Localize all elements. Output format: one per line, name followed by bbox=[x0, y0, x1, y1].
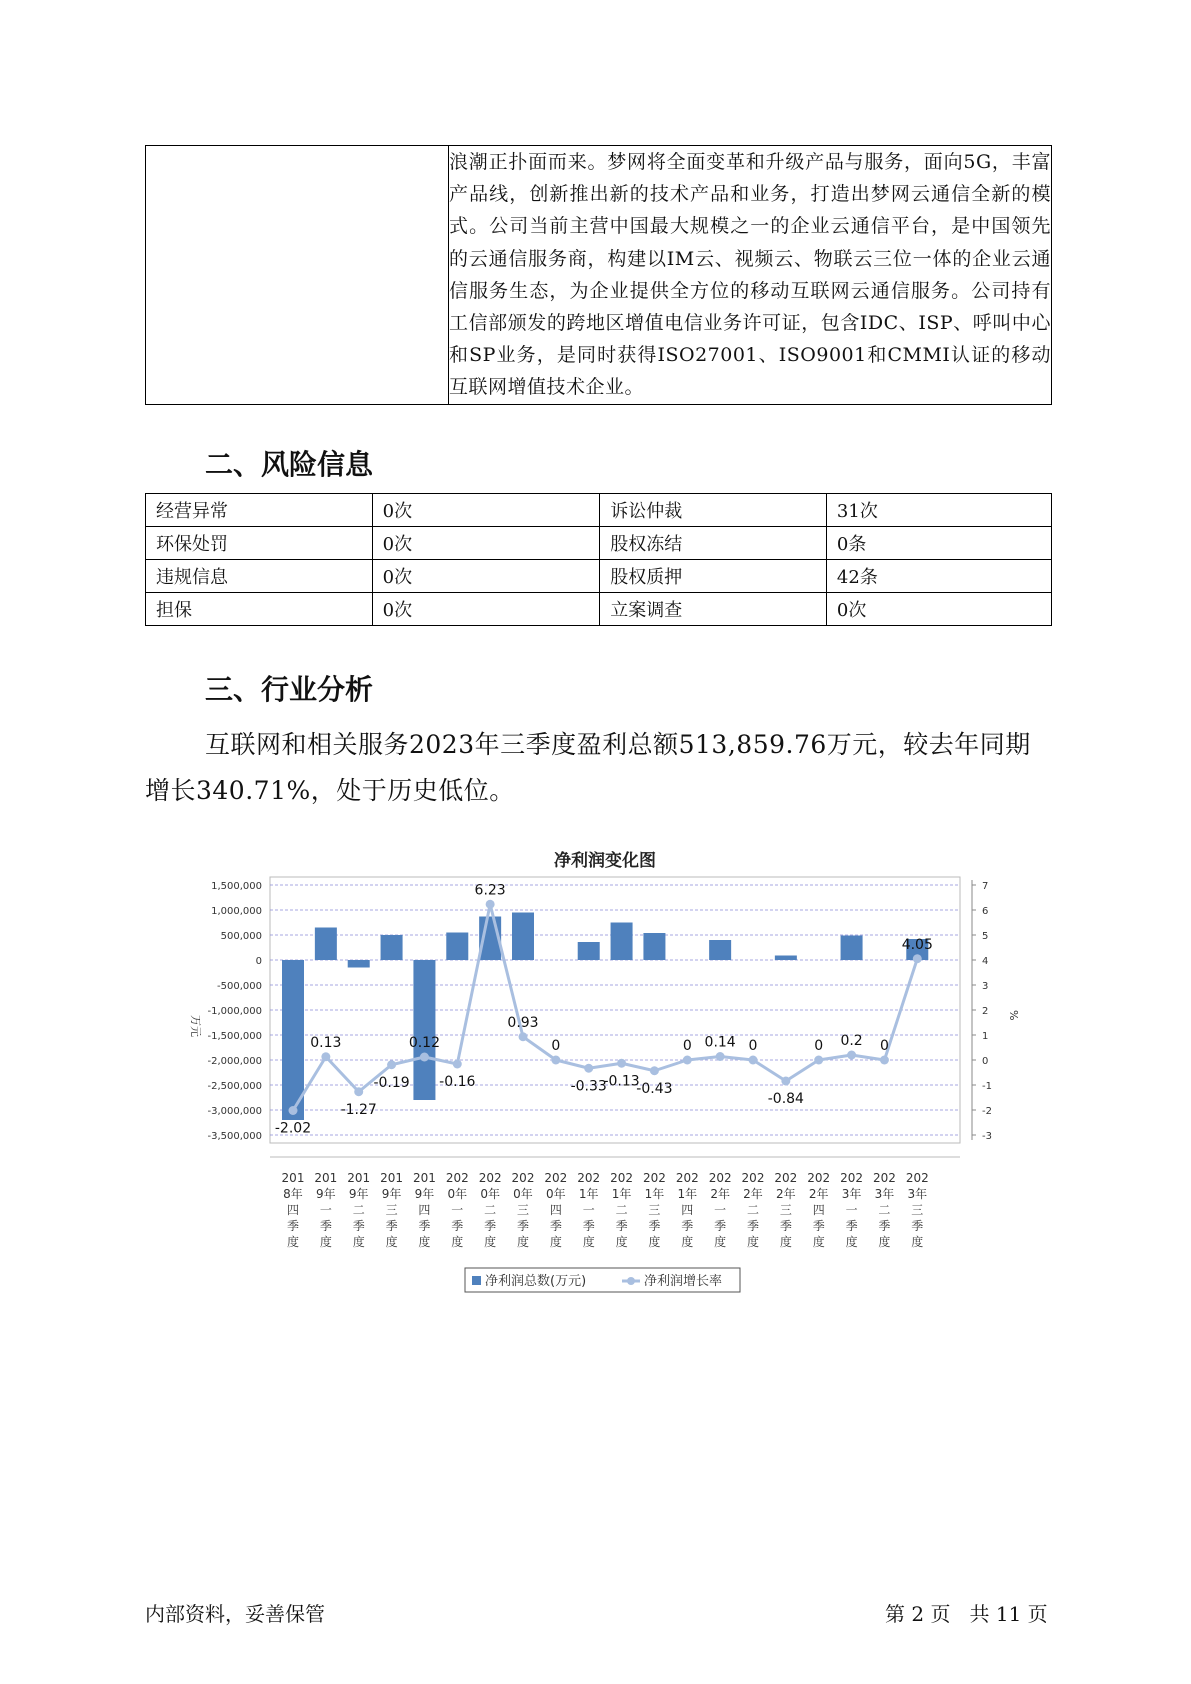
intro-empty-cell bbox=[146, 146, 449, 405]
legend-bar-label: 净利润总数(万元) bbox=[485, 1274, 587, 1289]
growth-point bbox=[913, 954, 922, 963]
y2-axis-label: % bbox=[1007, 1010, 1020, 1021]
growth-data-label: 6.23 bbox=[474, 882, 506, 899]
x-tick-label: 202 0年二季度 bbox=[478, 1171, 502, 1249]
growth-point bbox=[683, 1056, 692, 1065]
footer-page-number: 第 2 页 共 11 页 bbox=[885, 1602, 1048, 1626]
growth-data-label: 0 bbox=[814, 1038, 824, 1054]
risk-heading: 二、风险信息 bbox=[205, 448, 374, 481]
intro-table bbox=[145, 145, 1052, 405]
risk-value: 0次 bbox=[372, 593, 600, 626]
y2-tick-label: -2 bbox=[982, 1106, 992, 1117]
risk-row bbox=[146, 593, 1052, 626]
growth-data-label: -0.84 bbox=[767, 1091, 804, 1107]
growth-point bbox=[716, 1052, 725, 1061]
risk-row bbox=[146, 560, 1052, 593]
risk-value: 42条 bbox=[826, 560, 1051, 593]
legend-line-marker bbox=[627, 1277, 635, 1285]
growth-data-label: 0 bbox=[682, 1038, 692, 1054]
bar bbox=[611, 923, 633, 961]
y-tick-label: -1,500,000 bbox=[207, 1031, 262, 1042]
x-tick-label: 201 8年四季度 bbox=[281, 1171, 305, 1249]
risk-value: 0次 bbox=[372, 494, 600, 527]
growth-point bbox=[650, 1066, 659, 1075]
footer-left: 内部资料，妥善保管 bbox=[145, 1602, 325, 1626]
growth-point bbox=[814, 1056, 823, 1065]
growth-data-label: 0.93 bbox=[507, 1014, 539, 1031]
growth-data-label: 0.2 bbox=[840, 1033, 863, 1049]
risk-value: 0条 bbox=[826, 527, 1051, 560]
growth-point bbox=[617, 1059, 626, 1068]
growth-point bbox=[880, 1056, 889, 1065]
risk-label: 经营异常 bbox=[146, 494, 373, 527]
industry-paragraph: 互联网和相关服务2023年三季度盈利总额513,859.76万元，较去年同期增长340.71%，处于历史低位。 bbox=[145, 730, 1031, 805]
growth-data-label: 0.13 bbox=[310, 1034, 342, 1051]
bar bbox=[413, 960, 435, 1100]
y-tick-label: -2,000,000 bbox=[207, 1056, 262, 1067]
risk-label: 担保 bbox=[146, 593, 373, 626]
y-tick-label: -1,000,000 bbox=[207, 1006, 262, 1017]
growth-data-label: -1.27 bbox=[340, 1101, 377, 1118]
x-tick-label: 202 1年二季度 bbox=[610, 1171, 634, 1249]
x-tick-label: 202 1年四季度 bbox=[675, 1171, 699, 1249]
x-tick-label: 202 2年四季度 bbox=[807, 1171, 831, 1249]
growth-data-label: -2.02 bbox=[274, 1120, 312, 1137]
growth-data-label: 0 bbox=[879, 1038, 889, 1054]
y2-tick-label: 7 bbox=[982, 881, 989, 892]
y2-tick-label: 5 bbox=[982, 931, 989, 942]
growth-point bbox=[321, 1052, 330, 1061]
growth-point bbox=[354, 1087, 363, 1096]
y-tick-label: 1,500,000 bbox=[211, 881, 262, 892]
x-tick-label: 202 0年三季度 bbox=[511, 1171, 535, 1249]
bar bbox=[841, 936, 863, 961]
growth-point bbox=[781, 1077, 790, 1086]
bar bbox=[446, 933, 468, 961]
y2-tick-label: -3 bbox=[982, 1131, 992, 1142]
growth-data-label: 4.05 bbox=[901, 936, 933, 953]
y2-tick-label: 4 bbox=[982, 956, 989, 967]
x-tick-label: 201 9年一季度 bbox=[314, 1171, 338, 1249]
growth-point bbox=[453, 1060, 462, 1069]
x-tick-label: 202 3年一季度 bbox=[840, 1171, 864, 1249]
risk-value: 0次 bbox=[372, 560, 600, 593]
growth-data-label: 0.14 bbox=[704, 1034, 736, 1051]
net-profit-chart bbox=[170, 830, 1040, 1295]
growth-point bbox=[749, 1056, 758, 1065]
bar bbox=[348, 960, 370, 968]
growth-point bbox=[584, 1064, 593, 1073]
bar bbox=[775, 956, 797, 961]
y2-tick-label: 0 bbox=[982, 1056, 989, 1067]
growth-data-label: -0.13 bbox=[603, 1073, 640, 1090]
growth-data-label: -0.33 bbox=[570, 1078, 607, 1095]
bar bbox=[512, 913, 534, 961]
risk-row bbox=[146, 527, 1052, 560]
y2-tick-label: 6 bbox=[982, 906, 989, 917]
chart-title: 净利润变化图 bbox=[554, 851, 656, 871]
y2-tick-label: 1 bbox=[982, 1031, 989, 1042]
bar bbox=[643, 933, 665, 960]
x-tick-label: 202 2年三季度 bbox=[774, 1171, 798, 1249]
growth-data-label: -0.16 bbox=[439, 1074, 476, 1090]
x-tick-label: 202 0年一季度 bbox=[445, 1171, 469, 1249]
growth-point bbox=[387, 1060, 396, 1069]
x-tick-label: 201 9年三季度 bbox=[380, 1171, 404, 1249]
x-tick-label: 202 2年一季度 bbox=[708, 1171, 732, 1249]
bar bbox=[381, 935, 403, 960]
risk-row bbox=[146, 494, 1052, 527]
y-tick-label: -500,000 bbox=[217, 981, 262, 992]
risk-label: 环保处罚 bbox=[146, 527, 373, 560]
x-tick-label: 202 2年二季度 bbox=[741, 1171, 765, 1249]
growth-point bbox=[519, 1032, 528, 1041]
risk-value: 0次 bbox=[826, 593, 1051, 626]
growth-point bbox=[486, 900, 495, 909]
bar bbox=[578, 942, 600, 960]
risk-table bbox=[145, 493, 1052, 626]
y-tick-label: 1,000,000 bbox=[211, 906, 262, 917]
x-tick-label: 201 9年二季度 bbox=[347, 1171, 371, 1249]
x-tick-label: 202 1年三季度 bbox=[642, 1171, 666, 1249]
intro-text: 浪潮正扑面而来。梦网将全面变革和升级产品与服务，面向5G，丰富产品线，创新推出新的技术产品和业务，打造出梦网云通信全新的模式。公司当前主营中国最大规模之一的企业云通信平台，是中国领先的云通信服务商，构建以IM云、视频云、物联云三位一体的企业云通信服务生态，为企业提供全方位的移动互联网云通信服务。公司持有工信部颁发的跨地区增值电信业务许可证，包含IDC、ISP、呼叫中心和SP业务，是同时获得ISO27001、ISO9001和CMMI认证的移动互联网增值技术企业。 bbox=[449, 146, 1052, 405]
y2-tick-label: 2 bbox=[982, 1006, 989, 1017]
risk-label: 股权质押 bbox=[600, 560, 827, 593]
bar bbox=[709, 940, 731, 960]
risk-label: 诉讼仲裁 bbox=[600, 494, 827, 527]
growth-point bbox=[847, 1051, 856, 1060]
growth-data-label: 0 bbox=[551, 1038, 561, 1054]
bar bbox=[315, 928, 337, 961]
growth-data-label: -0.19 bbox=[373, 1074, 410, 1091]
risk-label: 股权冻结 bbox=[600, 527, 827, 560]
growth-data-label: 0 bbox=[748, 1038, 758, 1054]
growth-data-label: -0.43 bbox=[636, 1080, 673, 1097]
y-tick-label: 500,000 bbox=[220, 931, 262, 942]
legend-line-label: 净利润增长率 bbox=[644, 1274, 723, 1289]
risk-label: 违规信息 bbox=[146, 560, 373, 593]
y-tick-label: -2,500,000 bbox=[207, 1081, 262, 1092]
industry-heading: 三、行业分析 bbox=[205, 673, 374, 706]
risk-value: 0次 bbox=[372, 527, 600, 560]
risk-label: 立案调查 bbox=[600, 593, 827, 626]
x-tick-label: 201 9年四季度 bbox=[412, 1171, 436, 1249]
growth-point bbox=[289, 1106, 298, 1115]
y2-tick-label: -1 bbox=[982, 1081, 992, 1092]
y-tick-label: 0 bbox=[255, 956, 262, 967]
x-tick-label: 202 0年四季度 bbox=[544, 1171, 568, 1249]
y-tick-label: -3,500,000 bbox=[207, 1131, 262, 1142]
risk-value: 31次 bbox=[826, 494, 1051, 527]
x-tick-label: 202 1年一季度 bbox=[577, 1171, 601, 1249]
legend-bar-swatch bbox=[472, 1276, 481, 1285]
growth-point bbox=[551, 1056, 560, 1065]
y2-tick-label: 3 bbox=[982, 981, 989, 992]
y-axis-label: 万元 bbox=[189, 1015, 202, 1037]
y-tick-label: -3,000,000 bbox=[207, 1106, 262, 1117]
x-tick-label: 202 3年二季度 bbox=[872, 1171, 896, 1249]
x-tick-label: 202 3年三季度 bbox=[905, 1171, 929, 1249]
growth-data-label: 0.12 bbox=[408, 1035, 441, 1051]
growth-point bbox=[420, 1053, 429, 1062]
